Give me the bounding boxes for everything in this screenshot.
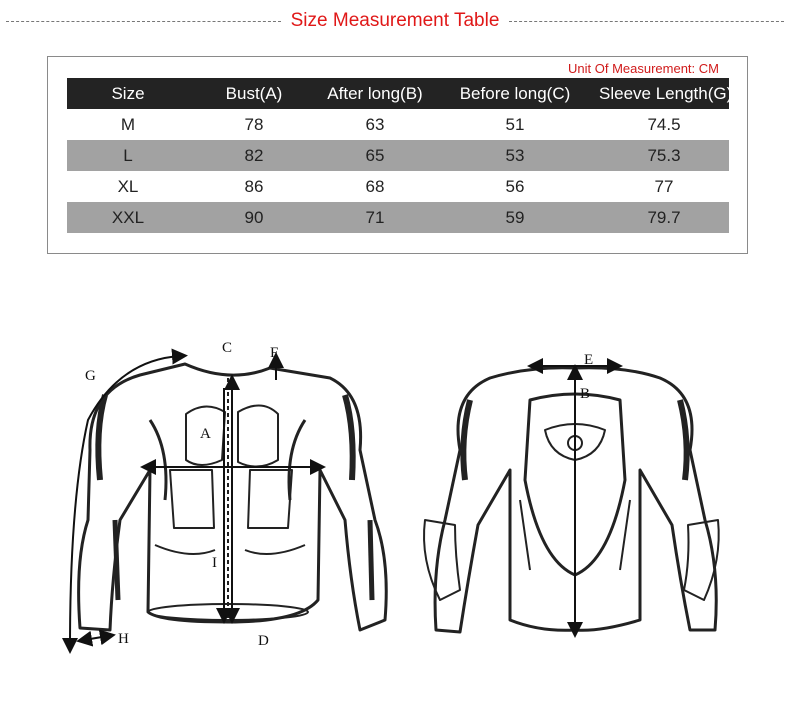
label-b: B bbox=[580, 386, 591, 402]
label-e: E bbox=[584, 352, 594, 368]
label-d: D bbox=[258, 633, 269, 649]
table-cell: 90 bbox=[244, 207, 264, 227]
table-cell: 63 bbox=[365, 114, 385, 134]
table-cell: M bbox=[120, 114, 136, 134]
table-cell: 51 bbox=[505, 114, 525, 134]
table-row bbox=[67, 140, 729, 171]
measurement-diagram bbox=[0, 270, 790, 711]
header-cell: Size bbox=[111, 83, 145, 103]
page-title: Size Measurement Table bbox=[290, 10, 500, 31]
table-cell: 82 bbox=[244, 145, 264, 165]
table-cell: 53 bbox=[505, 145, 525, 165]
title-dash-left bbox=[6, 21, 281, 22]
back-measurement-lines bbox=[535, 366, 615, 630]
table-cell: 68 bbox=[365, 176, 385, 196]
label-g: G bbox=[85, 368, 96, 384]
table-cell: XL bbox=[117, 176, 139, 196]
table-row bbox=[67, 109, 729, 140]
table-cell: 78 bbox=[244, 114, 264, 134]
table-cell: 71 bbox=[365, 207, 385, 227]
table-cell: 74.5 bbox=[647, 114, 681, 134]
table-cell: XXL bbox=[111, 207, 145, 227]
label-i: I bbox=[212, 555, 217, 571]
table-cell: L bbox=[123, 145, 133, 165]
table-cell: 75.3 bbox=[647, 145, 681, 165]
table-cell: 59 bbox=[505, 207, 525, 227]
title-dash-right bbox=[509, 21, 784, 22]
size-table bbox=[67, 78, 733, 233]
back-jacket-illustration bbox=[424, 368, 719, 632]
table-row bbox=[67, 171, 729, 202]
header-cell: After long(B) bbox=[327, 83, 423, 103]
table-cell: 79.7 bbox=[647, 207, 681, 227]
header-cell: Sleeve Length(G) bbox=[599, 83, 733, 103]
label-f: F bbox=[270, 345, 279, 361]
table-cell: 86 bbox=[244, 176, 264, 196]
label-h: H bbox=[118, 631, 129, 647]
table-cell: 56 bbox=[505, 176, 525, 196]
table-header-row bbox=[67, 78, 733, 109]
table-cell: 77 bbox=[654, 176, 674, 196]
unit-note: Unit Of Measurement: CM bbox=[568, 61, 719, 76]
label-c: C bbox=[222, 340, 233, 356]
size-table-panel bbox=[47, 56, 748, 254]
front-measurement-lines bbox=[70, 356, 318, 646]
title-row bbox=[0, 6, 790, 36]
table-row bbox=[67, 202, 729, 233]
label-a: A bbox=[200, 426, 211, 442]
header-cell: Before long(C) bbox=[459, 83, 571, 103]
header-cell: Bust(A) bbox=[225, 83, 283, 103]
table-cell: 65 bbox=[365, 145, 385, 165]
